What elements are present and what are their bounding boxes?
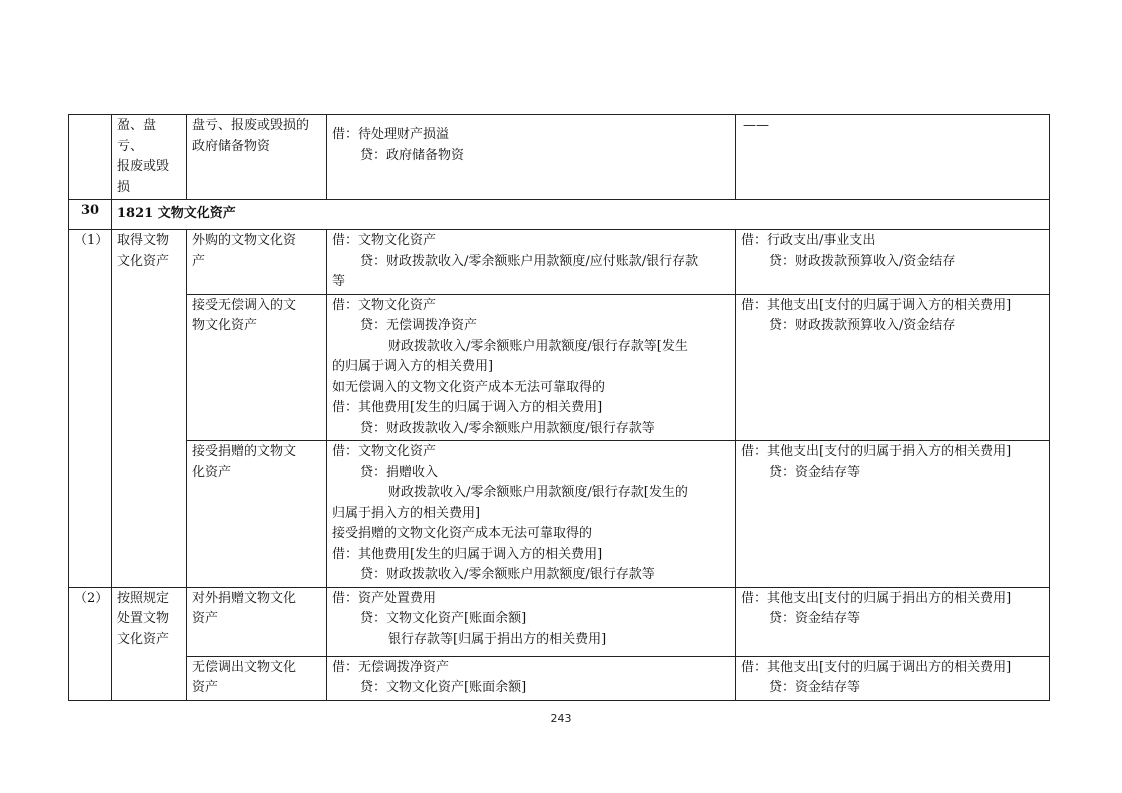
cell-budget-accounting: 借：其他支出[支付的归属于捐入方的相关费用] 贷：资金结存等 <box>736 441 1050 588</box>
cell-financial-accounting: 借：文物文化资产 贷：捐赠收入 财政拨款收入/零余额账户用款额度/银行存款[发生的 归属于捐入方的相关费用] 接受捐赠的文物文化资产成本无法可靠取得的 借：其他费用[发生的归属于调入方的相关费用] 贷：财政拨款收入/零余额账户用款额度/银行存款等 <box>327 441 736 588</box>
cell-item: 外购的文物文化资 产 <box>187 230 327 295</box>
cell-financial-accounting: 借：资产处置费用 贷：文物文化资产[账面余额] 银行存款等[归属于捐出方的相关费用] <box>327 587 736 656</box>
cell-item: 无偿调出文物文化 资产 <box>187 656 327 700</box>
cell-budget-accounting: 借：其他支出[支付的归属于调出方的相关费用] 贷：资金结存等 <box>736 656 1050 700</box>
cell-budget-accounting: 借：行政支出/事业支出 贷：财政拨款预算收入/资金结存 <box>736 230 1050 295</box>
group-number: （2） <box>69 587 112 700</box>
group-category: 取得文物 文化资产 <box>112 230 187 588</box>
table-row <box>69 441 1050 588</box>
table-row <box>69 587 1050 656</box>
table-row <box>69 115 1050 200</box>
cell-item: 盘亏、报废或毁损的 政府储备物资 <box>187 115 327 200</box>
cell-budget-accounting: 借：其他支出[支付的归属于调入方的相关费用] 贷：财政拨款预算收入/资金结存 <box>736 294 1050 441</box>
page-number: 243 <box>550 712 572 725</box>
cell-financial-accounting: 借：待处理财产损溢 贷：政府储备物资 <box>327 115 736 200</box>
section-row <box>69 200 1050 230</box>
group-number: （1） <box>69 230 112 588</box>
group-category: 按照规定 处置文物 文化资产 <box>112 587 187 700</box>
cell-financial-accounting: 借：文物文化资产 贷：财政拨款收入/零余额账户用款额度/应付账款/银行存款 等 <box>327 230 736 295</box>
table-row <box>69 230 1050 295</box>
cell-budget-accounting: —— <box>736 115 1050 200</box>
table-row <box>69 294 1050 441</box>
table-row <box>69 656 1050 700</box>
cell-financial-accounting: 借：文物文化资产 贷：无偿调拨净资产 财政拨款收入/零余额账户用款额度/银行存款等[发生 的归属于调入方的相关费用] 如无偿调入的文物文化资产成本无法可靠取得的 借：其他费用[发生的归属于调入方的相关费用] 贷：财政拨款收入/零余额账户用款额度/银行存款等 <box>327 294 736 441</box>
cell-category: 盈、盘亏、 报废或毁 损 <box>112 115 187 200</box>
cell-item: 对外捐赠文物文化 资产 <box>187 587 327 656</box>
cell-budget-accounting: 借：其他支出[支付的归属于捐出方的相关费用] 贷：资金结存等 <box>736 587 1050 656</box>
cell-item: 接受捐赠的文物文 化资产 <box>187 441 327 588</box>
accounting-entries-table <box>68 114 1050 701</box>
cell-financial-accounting: 借：无偿调拨净资产 贷：文物文化资产[账面余额] <box>327 656 736 700</box>
cell-item: 接受无偿调入的文 物文化资产 <box>187 294 327 441</box>
section-number: 30 <box>69 200 112 230</box>
section-title: 1821 文物文化资产 <box>112 200 1050 230</box>
cell-number <box>69 115 112 200</box>
